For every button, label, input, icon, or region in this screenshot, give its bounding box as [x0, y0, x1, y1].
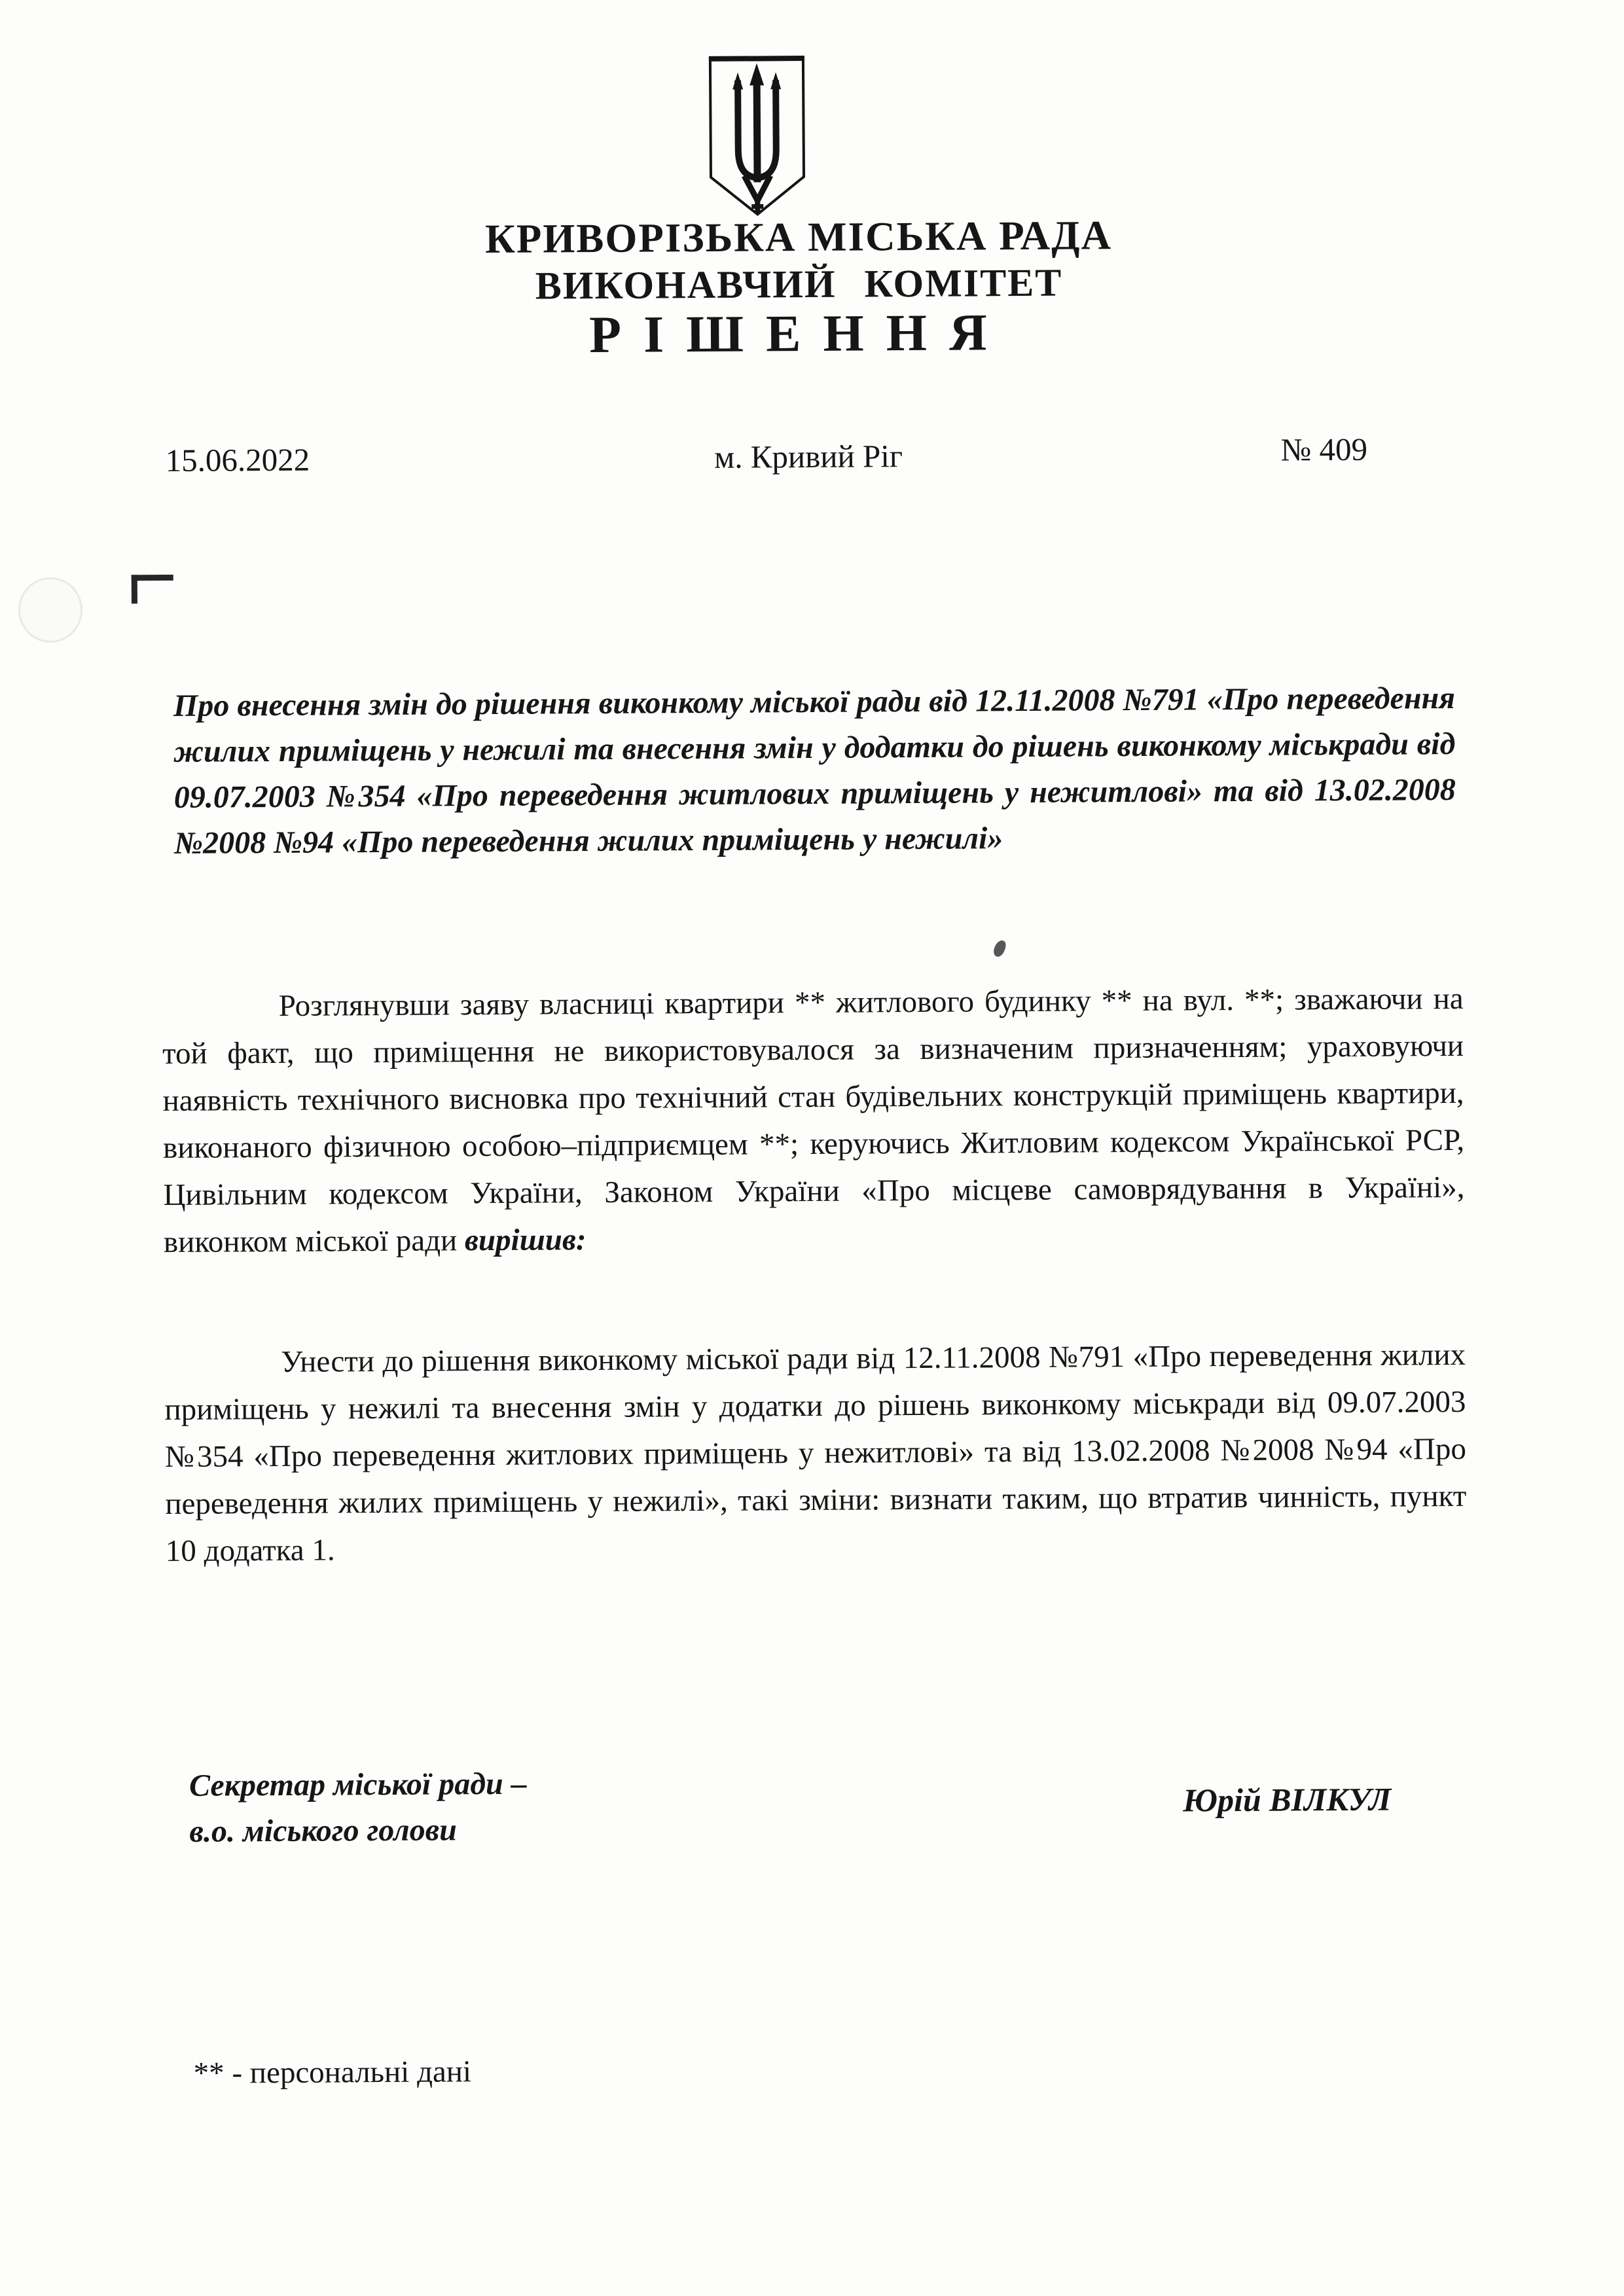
signatory-role-line-2: в.о. міського голови: [189, 1812, 458, 1849]
document-type-title: РІШЕННЯ: [588, 304, 1009, 365]
signatory-name: Юрій ВІЛКУЛ: [1182, 1780, 1392, 1819]
org-name-line: КРИВОРІЗЬКА МІСЬКА РАДА: [484, 212, 1113, 262]
body-paragraph-1: [162, 975, 1466, 1266]
signatory-role: [189, 1761, 528, 1855]
document-place: м. Кривий Ріг: [714, 438, 903, 475]
body-paragraph-2: Унести до рішення виконкому міської ради від 12.11.2008 №791 «Про переведення жилих приміщень у нежилі та внесення змін у додатки до рішень виконкому міськради від 09.07.2003 №354 «Про переведення житлових приміщень у нежитлові» та від 13.02.2008 №2008 №94 «Про переведення жилих приміщень у нежилі», такі зміни: визнати таким, що втратив чинність, пункт 10 додатка 1.: [164, 1337, 1467, 1569]
hole-punch-mark: [18, 577, 82, 643]
ukraine-trident-emblem-icon: [704, 54, 810, 219]
document-number: № 409: [1280, 431, 1368, 468]
subject-paragraph: Про внесення змін до рішення виконкому міської ради від 12.11.2008 №791 «Про переведення жилих приміщень у нежилі та внесення змін у додатки до рішень виконкому міськради від 09.07.2003 №354 «Про переведення житлових приміщень у нежитлові» та від 13.02.2008 №2008 №94 «Про переведення жилих приміщень у нежилі»: [173, 680, 1456, 861]
document-date: 15.06.2022: [165, 441, 310, 479]
personal-data-footnote: ** - персональні дані: [193, 2054, 472, 2090]
body-paragraph-1-resolved-word: вирішив:: [464, 1223, 586, 1258]
signatory-role-line-1: Секретар міської ради –: [189, 1766, 527, 1803]
body-paragraph-1-text: Розглянувши заяву власниці квартири ** житлового будинку ** на вул. **; зважаючи на той факт, що приміщення не використовувалося за визначеним призначенням; ураховуючи наявність технічного висновка про технічний стан будівельних конструкцій приміщень квартири, виконаного фізичною особою–підприємцем **; керуючись Житловим кодексом Української РСР, Цивільним кодексом України, Законом України «Про місцеве самоврядування в Україні», виконком міської ради: [162, 981, 1465, 1260]
org-committee-line: ВИКОНАВЧИЙ КОМІТЕТ: [535, 260, 1063, 308]
corner-registration-mark: [132, 575, 173, 603]
ink-smudge: [992, 939, 1007, 958]
